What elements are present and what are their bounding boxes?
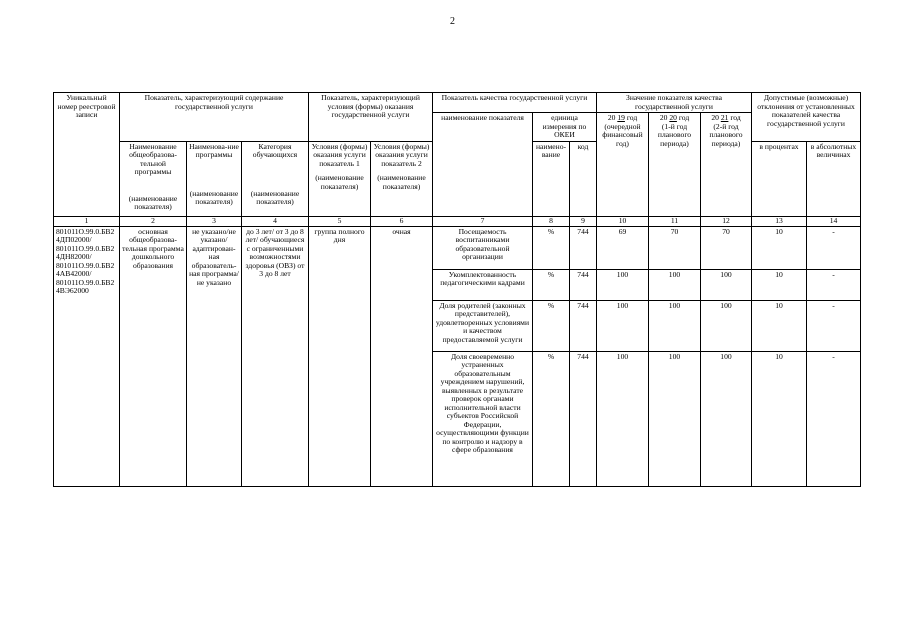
col2-title: Наименование общеобразова-тельной программы: [129, 141, 177, 176]
header-content-indicator: Показатель, характеризующий содержание государственной услуги: [120, 93, 309, 142]
absolute-cell: -: [807, 300, 861, 351]
header-col6: [371, 141, 433, 216]
header-col4: [242, 141, 309, 216]
value-2021-cell: 100: [701, 269, 752, 300]
page-number: 2: [450, 16, 455, 27]
condition1-cell: группа полного дня: [309, 226, 371, 486]
year1-prefix: 20: [607, 113, 616, 122]
year3-prefix: 20: [711, 113, 719, 122]
year3-note: (2-й год планового периода): [709, 121, 743, 148]
col2-note: (наименование показателя): [128, 193, 178, 211]
code-cell: 744: [570, 226, 597, 269]
year2-value: 20: [669, 113, 677, 122]
year2-prefix: 20: [659, 113, 668, 122]
header-year-2021: [701, 113, 752, 217]
col-number: 3: [187, 216, 242, 226]
code-cell: 744: [570, 269, 597, 300]
registry-codes: [54, 226, 120, 486]
col-number: 5: [309, 216, 371, 226]
col-number: 11: [649, 216, 701, 226]
year2-suffix: год: [678, 113, 690, 122]
year3-suffix: год: [730, 113, 741, 122]
header-col5: [309, 141, 371, 216]
indicator-cell: Посещаемость воспитанниками образовательной организации: [433, 226, 533, 269]
value-2019-cell: 69: [597, 226, 649, 269]
col3-note: (наименование показателя): [189, 188, 239, 206]
percent-cell: 10: [752, 226, 807, 269]
header-unique-number: Уникальный номер реестровой записи: [54, 93, 120, 217]
column-numbers-row: [54, 216, 861, 226]
header-absolute: в абсолютных величинах: [807, 141, 861, 216]
registry-code: 4АВ42000/: [56, 269, 92, 278]
category-cell: до 3 лет/ от 3 до 8 лет/ обучающиеся с ограниченными возможностями здоровья (ОВЗ) от 3 до 8 лет: [242, 226, 309, 486]
col-number: 10: [597, 216, 649, 226]
col-number: 7: [433, 216, 533, 226]
header-unit-okei: [533, 113, 597, 142]
col6-note: (наименование показателя): [377, 173, 426, 191]
percent-cell: 10: [752, 351, 807, 486]
year2-note: (1-й год планового периода): [657, 121, 692, 148]
col5-title: Условия (формы) оказания услуги показатель 1: [311, 141, 368, 168]
program-name-cell: не указано/не указано/ адаптирован-ная образователь-ная программа/не указано: [187, 226, 242, 486]
condition2-cell: очная: [371, 226, 433, 486]
value-2019-cell: 100: [597, 269, 649, 300]
registry-code: 801011О.99.0.БВ2: [56, 260, 115, 270]
col-number: 9: [570, 216, 597, 226]
header-row-1: [54, 93, 861, 113]
header-unit-code: код: [570, 141, 597, 216]
year1-value: 19: [617, 113, 625, 122]
absolute-cell: -: [807, 269, 861, 300]
value-2020-cell: 100: [649, 300, 701, 351]
value-2019-cell: 100: [597, 300, 649, 351]
value-2019-cell: 100: [597, 351, 649, 486]
header-percent: в процентах: [752, 141, 807, 216]
col-number: 8: [533, 216, 570, 226]
indicator-cell: Доля родителей (законных представителей), удовлетворенных условиями и качеством предоставляемой услуги: [433, 300, 533, 351]
unit-cell: %: [533, 226, 570, 269]
unit-okei-text: единица измерения по ОКЕИ: [542, 113, 587, 139]
col4-note: (наименование показателя): [250, 188, 300, 206]
col-number: 6: [371, 216, 433, 226]
registry-code: 4ВЭ62000: [56, 286, 89, 295]
header-col3: [187, 141, 242, 216]
value-2020-cell: 70: [649, 226, 701, 269]
col-number: 2: [120, 216, 187, 226]
percent-cell: 10: [752, 300, 807, 351]
year1-note: (очередной финансовый год): [602, 121, 643, 148]
col-number: 13: [752, 216, 807, 226]
registry-code: 801011О.99.0.БВ2: [56, 226, 115, 236]
table-row: [54, 226, 861, 269]
header-quality-value: Значение показателя качества государственной услуги: [597, 93, 752, 113]
header-indicator-name: наименование показателя: [433, 113, 533, 217]
header-col2: [120, 141, 187, 216]
value-2021-cell: 100: [701, 300, 752, 351]
program-cell: основная общеобразова-тельная программа дошкольного образования: [120, 226, 187, 486]
col-number: 4: [242, 216, 309, 226]
unit-cell: %: [533, 300, 570, 351]
header-year-2020: [649, 113, 701, 217]
indicator-cell: Укомплектованность педагогическими кадрами: [433, 269, 533, 300]
col-number: 14: [807, 216, 861, 226]
col-number: 1: [54, 216, 120, 226]
header-year-2019: [597, 113, 649, 217]
registry-code: 4ДП02000/: [56, 235, 92, 244]
quality-indicators-table: [53, 92, 861, 487]
header-unit-name: наимено-вание: [533, 141, 570, 216]
value-2020-cell: 100: [649, 351, 701, 486]
header-allowed-deviations: Допустимые (возможные) отклонения от установленных показателей качества государственной услуги: [752, 93, 861, 142]
col3-title: Наименова-ние программы: [189, 141, 239, 159]
absolute-cell: -: [807, 226, 861, 269]
header-conditions-indicator: Показатель, характеризующий условия (формы) оказания государственной услуги: [309, 93, 433, 142]
col6-title: Условия (формы) оказания услуги показатель 2: [373, 141, 430, 168]
registry-code: 801011О.99.0.БВ2: [56, 243, 115, 253]
unit-cell: %: [533, 351, 570, 486]
col-number: 12: [701, 216, 752, 226]
value-2021-cell: 70: [701, 226, 752, 269]
value-2021-cell: 100: [701, 351, 752, 486]
col4-title: Категория обучающихся: [252, 141, 298, 159]
code-cell: 744: [570, 351, 597, 486]
year1-suffix: год: [626, 113, 638, 122]
percent-cell: 10: [752, 269, 807, 300]
unit-cell: %: [533, 269, 570, 300]
header-quality-indicator: Показатель качества государственной услуги: [433, 93, 597, 113]
indicator-cell: Доля своевременно устраненных образовательным учреждением нарушений, выявленных в результате проверок органами исполнительной власти субъектов Российской Федерации, осуществляющими функции по контролю и надзору в сфере образования: [433, 351, 533, 486]
registry-code: 4ДН82000/: [56, 252, 92, 261]
value-2020-cell: 100: [649, 269, 701, 300]
code-cell: 744: [570, 300, 597, 351]
absolute-cell: -: [807, 351, 861, 486]
col5-note: (наименование показателя): [315, 173, 364, 191]
registry-code: 801011О.99.0.БВ2: [56, 277, 115, 287]
year3-value: 21: [720, 113, 729, 122]
